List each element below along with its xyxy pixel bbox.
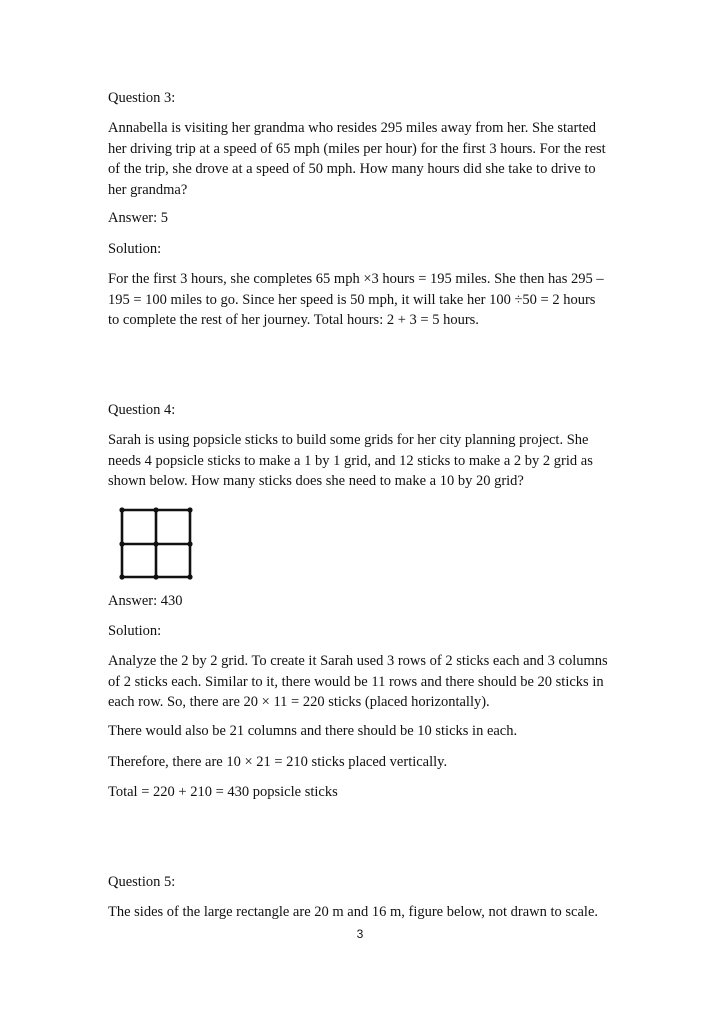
question-4-columns-line: There would also be 21 columns and there should be 10 sticks in each. — [108, 723, 518, 739]
grid-joint — [187, 507, 192, 512]
question-4-solution-line: of 2 sticks each. Similar to it, there would be 11 rows and there should be 20 sticks in — [108, 673, 604, 690]
question-4-solution-label: Solution: — [108, 623, 162, 639]
question-3-answer: Answer: 5 — [108, 210, 169, 226]
page-number: 3 — [356, 927, 364, 941]
question-3-heading: Question 3: — [108, 90, 176, 106]
question-4-text-line: Sarah is using popsicle sticks to build some grids for her city planning project. She — [108, 432, 589, 448]
question-4-solution — [108, 651, 608, 713]
question-3-text-line: her driving trip at a speed of 65 mph (miles per hour) for the first 3 hours. For the rest — [108, 140, 606, 157]
question-3-solution-label: Solution: — [108, 241, 162, 257]
grid-joint — [187, 574, 192, 579]
grid-joint — [187, 541, 192, 546]
grid-joint — [119, 541, 124, 546]
question-3-text-line: Annabella is visiting her grandma who resides 295 miles away from her. She started — [108, 120, 597, 136]
question-4-solution-line: each row. So, there are 20 × 11 = 220 sticks (placed horizontally). — [108, 694, 490, 710]
question-3-solution-line: For the first 3 hours, she completes 65 mph ×3 hours = 195 miles. She then has 295 – — [108, 271, 604, 287]
grid-joint — [153, 541, 158, 546]
question-4-text-line: needs 4 popsicle sticks to make a 1 by 1 grid, and 12 sticks to make a 2 by 2 grid as — [108, 452, 593, 469]
question-3-solution-line: 195 = 100 miles to go. Since her speed is 50 mph, it will take her 100 ÷50 = 2 hours — [108, 291, 596, 308]
question-4-solution-line: Analyze the 2 by 2 grid. To create it Sarah used 3 rows of 2 sticks each and 3 columns — [108, 653, 608, 669]
question-3-solution — [108, 269, 608, 331]
grid-joint — [153, 574, 158, 579]
question-5-heading: Question 5: — [108, 874, 176, 890]
question-4-text — [108, 430, 608, 492]
question-4-heading: Question 4: — [108, 402, 176, 418]
question-4-text-line: shown below. How many sticks does she need to make a 10 by 20 grid? — [108, 473, 524, 489]
question-4-vertical-line: Therefore, there are 10 × 21 = 210 sticks placed vertically. — [108, 754, 448, 770]
grid-joint — [153, 507, 158, 512]
question-3-text-line: her grandma? — [108, 181, 188, 198]
question-3-solution-line: to complete the rest of her journey. Total hours: 2 + 3 = 5 hours. — [108, 312, 479, 328]
question-5-text: The sides of the large rectangle are 20 m and 16 m, figure below, not drawn to scale. — [108, 904, 599, 920]
question-4-answer: Answer: 430 — [108, 593, 183, 609]
question-3-text — [108, 118, 608, 200]
grid-joint — [119, 507, 124, 512]
question-4-total-line: Total = 220 + 210 = 430 popsicle sticks — [108, 784, 338, 800]
popsicle-grid-2x2-figure — [112, 504, 200, 584]
question-3-text-line: of the trip, she drove at a speed of 50 mph. How many hours did she take to drive to — [108, 161, 596, 177]
grid-joint — [119, 574, 124, 579]
